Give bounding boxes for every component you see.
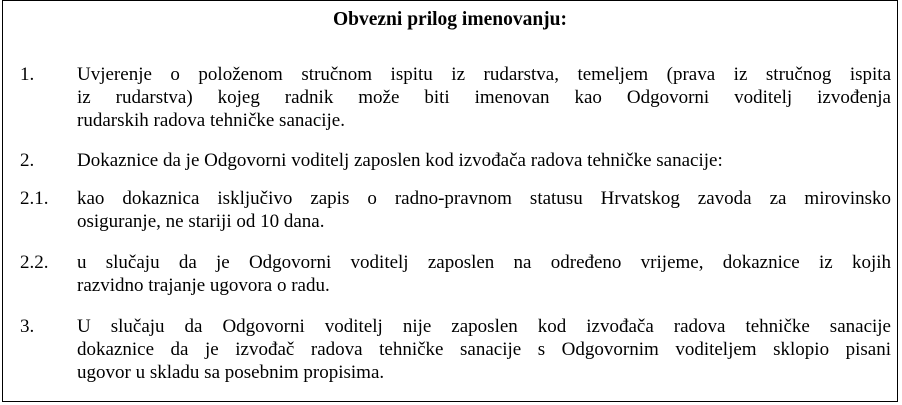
item-text-line: Dokaznice da je Odgovorni voditelj zaposlen kod izvođača radova tehničke sanacije: bbox=[77, 150, 723, 171]
item-text-line: U slučaju da Odgovorni voditelj nije zaposlen kod izvođača radova tehničke sanacije bbox=[77, 316, 891, 337]
section-heading: Obvezni prilog imenovanju: bbox=[332, 9, 567, 30]
document-box bbox=[2, 0, 898, 402]
item-text-line: kao dokaznica isključivo zapis o radno-pravnom statusu Hrvatskog zavoda za mirovinsko bbox=[77, 188, 891, 209]
item-text bbox=[77, 63, 891, 132]
item-text-line: u slučaju da je Odgovorni voditelj zaposlen na određeno vrijeme, dokaznice iz kojih bbox=[77, 252, 891, 273]
item-text bbox=[77, 187, 891, 233]
item-number: 2.1. bbox=[20, 188, 49, 209]
item-text-line: osiguranje, ne stariji od 10 dana. bbox=[77, 211, 325, 232]
item-text-line: Uvjerenje o položenom stručnom ispitu iz rudarstva, temeljem (prava iz stručnog ispita bbox=[77, 64, 891, 85]
item-number: 2.2. bbox=[20, 252, 49, 273]
item-text-line: iz rudarstva) kojeg radnik može biti imenovan kao Odgovorni voditelj izvođenja bbox=[77, 87, 891, 108]
item-number: 3. bbox=[20, 316, 35, 337]
item-number: 1. bbox=[20, 64, 35, 85]
item-text-line: dokaznice da je izvođač radova tehničke sanacije s Odgovornim voditeljem sklopio pisani bbox=[77, 339, 891, 360]
item-text bbox=[77, 149, 891, 172]
item-number: 2. bbox=[20, 150, 35, 171]
item-text-line: rudarskih radova tehničke sanacije. bbox=[77, 110, 345, 131]
item-text-line: razvidno trajanje ugovora o radu. bbox=[77, 275, 330, 296]
item-text-line: ugovor u skladu sa posebnim propisima. bbox=[77, 362, 385, 383]
item-text bbox=[77, 251, 891, 297]
item-text bbox=[77, 315, 891, 384]
